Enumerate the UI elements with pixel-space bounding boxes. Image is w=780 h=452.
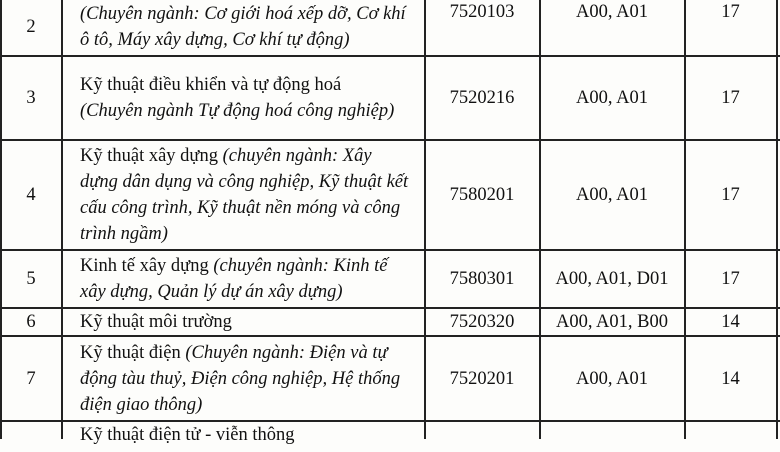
major-code-cell: 7520320 bbox=[449, 312, 515, 332]
major-code-cell: 7580301 bbox=[449, 269, 515, 289]
subject-combination-cell: A00, A01, B00 bbox=[555, 312, 669, 332]
quota-cell: 17 bbox=[721, 88, 740, 108]
quota-cell: 17 bbox=[721, 185, 740, 205]
quota-cell: 14 bbox=[721, 368, 740, 389]
major-name: Kinh tế xây dựng bbox=[80, 256, 209, 276]
subject-combination-cell: A00, A01 bbox=[576, 185, 648, 205]
stt-cell: 5 bbox=[26, 269, 36, 289]
subject-combination-cell: A00, A01, D01 bbox=[555, 269, 669, 289]
quota-cell: 17 bbox=[721, 2, 740, 22]
stt-cell: 7 bbox=[26, 368, 36, 389]
major-code-cell: 7520201 bbox=[449, 368, 515, 389]
stt-cell: 6 bbox=[26, 312, 36, 332]
major-name-cell bbox=[62, 309, 424, 335]
major-name-cell bbox=[62, 251, 424, 307]
stt-cell: 3 bbox=[26, 88, 36, 108]
major-name-cell bbox=[62, 141, 424, 249]
major-name-cell bbox=[62, 0, 424, 55]
major-name: Kỹ thuật xây dựng bbox=[80, 146, 218, 166]
subject-combination-cell: A00, A01 bbox=[576, 88, 648, 108]
subject-combination-cell: A00, A01 bbox=[576, 2, 648, 22]
specialization-text: (chuyên ngành: Kinh tế xây dựng, Quản lý dự án xây dựng) bbox=[80, 256, 388, 302]
major-name: Kỹ thuật điện tử - viễn thông bbox=[80, 425, 295, 445]
subject-combination-cell: A00, A01 bbox=[576, 368, 648, 389]
quota-cell: 14 bbox=[721, 312, 740, 332]
major-name-cell bbox=[62, 337, 424, 420]
major-code-cell: 7520216 bbox=[449, 88, 515, 108]
major-name-cell bbox=[62, 57, 424, 139]
specialization-text: (Chuyên ngành Tự động hoá công nghiệp) bbox=[80, 101, 395, 121]
major-name-cell bbox=[62, 422, 424, 452]
specialization-text: (Chuyên ngành: Điện và tự động tàu thuỷ, Điện công nghiệp, Hệ thống điện giao thông) bbox=[80, 342, 401, 415]
stt-cell: 4 bbox=[26, 185, 36, 205]
major-name: Kỹ thuật điện bbox=[80, 342, 181, 363]
specialization-text: (Chuyên ngành: Cơ giới hoá xếp dỡ, Cơ khí ô tô, Máy xây dựng, Cơ khí tự động) bbox=[80, 3, 406, 50]
major-code-cell: 7580201 bbox=[449, 185, 515, 205]
major-name: Kỹ thuật điều khiển và tự động hoá bbox=[80, 75, 342, 95]
major-code-cell: 7520103 bbox=[449, 2, 515, 22]
stt-cell: 2 bbox=[26, 16, 36, 37]
specialization-text: (chuyên ngành: Xây dựng dân dụng và công nghiệp, Kỹ thuật kết cấu công trình, Kỹ thuật nền móng và công trình ngầm) bbox=[80, 146, 409, 244]
column-divider bbox=[776, 0, 778, 439]
major-name: Kỹ thuật môi trường bbox=[80, 312, 232, 332]
quota-cell: 17 bbox=[721, 269, 740, 289]
